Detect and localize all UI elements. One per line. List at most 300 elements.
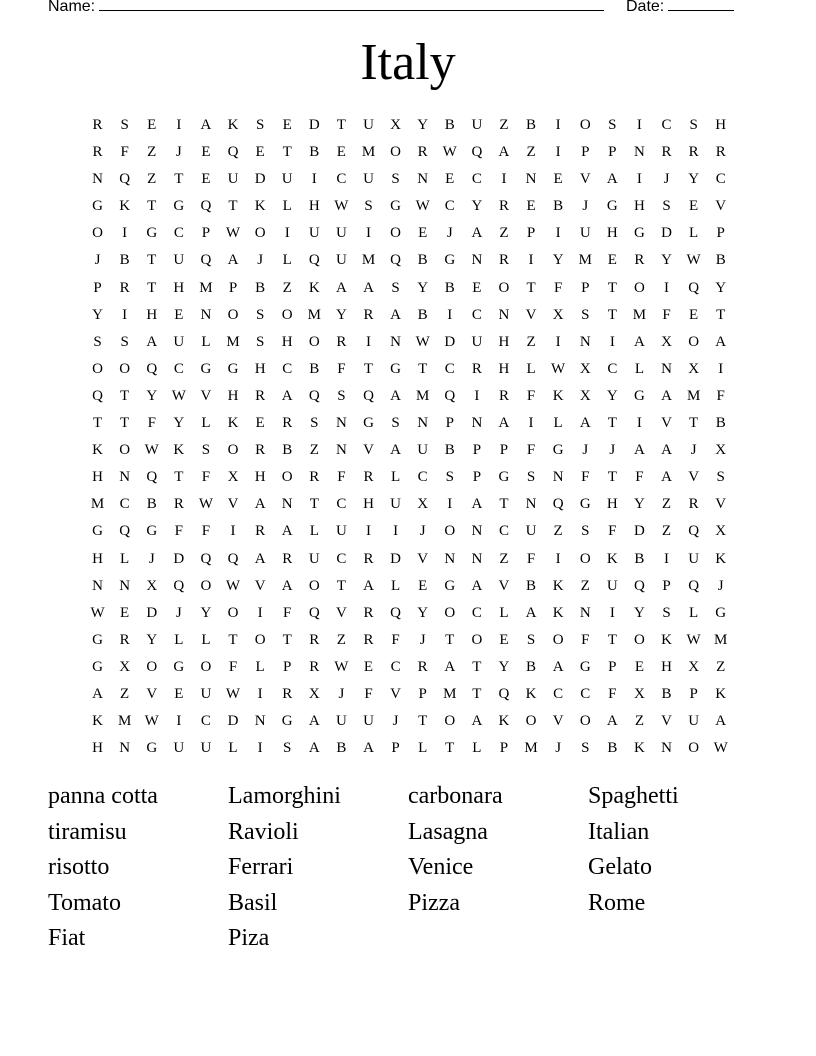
grid-letter: Z [634,713,644,730]
grid-letter: H [661,658,672,675]
grid-letter: T [282,144,292,161]
grid-letter: R [119,279,130,296]
grid-letter: Z [147,144,157,161]
grid-letter: W [198,496,213,513]
grid-letter: V [200,387,212,404]
grid-letter: U [363,171,374,188]
grid-letter: N [254,713,266,730]
grid-letter: Y [92,306,103,323]
grid-letter: R [282,415,293,432]
grid-letter: T [445,631,455,648]
grid-letter: X [688,360,700,377]
grid-letter: Q [498,685,510,702]
grid-letter: G [363,415,374,432]
word-list-item: Spaghetti [588,783,679,809]
grid-letter: G [634,225,645,242]
grid-letter: U [471,117,483,133]
grid-letter: X [227,469,239,486]
grid-letter: O [227,306,239,323]
grid-letter: I [718,360,724,377]
grid-letter: T [92,415,103,432]
grid-letter: V [579,171,591,188]
grid-letter: N [471,523,483,540]
grid-letter: G [92,523,103,540]
grid-letter: O [308,333,320,350]
grid-letter: J [609,442,616,459]
grid-letter: E [255,144,265,161]
grid-letter: V [661,415,672,432]
grid-letter: S [120,117,129,133]
grid-letter: H [606,225,618,242]
grid-letter: S [120,333,129,350]
grid-letter: A [471,577,483,594]
grid-letter: U [173,333,185,350]
grid-letter: T [336,577,346,594]
grid-letter: M [524,740,538,757]
grid-letter: G [92,658,103,675]
grid-letter: Q [363,387,374,404]
grid-letter: F [120,144,129,161]
grid-letter: N [552,469,564,486]
grid-letter: G [92,631,103,648]
grid-letter: I [311,171,317,188]
grid-letter: I [555,333,561,350]
grid-letter: T [120,387,130,404]
grid-letter: O [471,631,483,648]
grid-letter: A [471,713,483,730]
grid-letter: R [309,631,320,648]
grid-letter: V [715,198,727,215]
grid-letter: J [582,442,589,459]
grid-letter: V [688,469,700,486]
word-list [48,781,768,959]
grid-letter: T [174,171,184,188]
grid-letter: A [254,496,266,513]
grid-letter: T [716,306,726,323]
grid-letter: M [226,333,240,350]
grid-letter: N [444,550,456,567]
word-list-item: Piza [228,925,270,952]
grid-letter: I [636,415,642,432]
grid-letter: R [282,550,293,567]
grid-letter: J [175,144,182,161]
grid-letter: S [526,631,536,648]
grid-letter: H [308,198,320,215]
grid-letter: O [525,713,537,730]
name-field[interactable] [99,0,604,11]
grid-letter: Q [119,523,131,540]
grid-letter: R [255,442,266,459]
grid-letter: N [579,333,591,350]
grid-letter: I [555,550,561,567]
grid-letter: G [200,360,212,377]
grid-letter: E [363,658,374,675]
grid-letter: T [607,279,617,296]
grid-letter: F [553,279,563,296]
grid-letter: N [634,144,645,161]
word-list-item: Pizza [408,889,460,916]
grid-letter: A [390,442,401,459]
grid-letter: E [526,198,536,215]
grid-letter: N [281,496,293,513]
grid-letter: A [200,117,212,133]
grid-letter: B [715,252,726,269]
grid-letter: U [688,550,700,567]
grid-letter: E [445,171,455,188]
grid-letter: G [552,442,564,459]
word-list-item: Fiat [48,925,86,952]
word-list-item: tiramisu [48,818,127,845]
grid-letter: R [417,144,428,161]
grid-letter: Z [120,685,130,702]
grid-letter: P [93,279,102,296]
grid-letter: E [282,117,292,133]
grid-letter: D [254,171,266,188]
grid-letter: X [715,523,727,540]
grid-letter: E [201,171,211,188]
grid-letter: H [715,117,727,133]
grid-letter: G [146,225,158,242]
grid-letter: X [715,442,727,459]
grid-letter: Y [715,279,727,296]
grid-letter: S [391,171,400,188]
grid-letter: A [308,713,320,730]
grid-letter: P [608,658,617,675]
grid-letter: D [390,550,401,567]
grid-letter: X [119,658,131,675]
grid-letter: W [225,577,241,594]
grid-letter: A [525,604,537,621]
grid-letter: Z [716,658,726,675]
grid-letter: Y [552,252,564,269]
grid-letter: S [255,117,265,133]
grid-letter: C [336,171,347,188]
grid-letter: A [390,306,401,323]
grid-letter: L [201,415,211,432]
grid-letter: Q [688,279,700,296]
grid-letter: R [92,117,103,133]
grid-letter: I [447,306,453,323]
grid-letter: G [146,523,158,540]
grid-letter: G [390,360,401,377]
grid-letter: F [283,604,292,621]
grid-letter: Q [444,387,456,404]
grid-letter: W [334,658,349,675]
grid-letter: N [335,442,347,459]
grid-letter: Z [499,550,509,567]
grid-letter: W [415,333,430,350]
grid-letter: Q [173,577,185,594]
grid-letter: W [686,252,701,269]
grid-letter: I [664,279,670,296]
grid-letter: R [363,604,374,621]
grid-letter: N [498,306,510,323]
grid-letter: A [579,415,591,432]
grid-letter: N [471,252,483,269]
grid-letter: D [634,523,645,540]
grid-letter: O [92,225,103,242]
grid-letter: S [662,604,671,621]
grid-letter: J [663,171,670,188]
grid-letter: H [254,469,266,486]
grid-letter: S [255,333,265,350]
grid-letter: L [390,577,401,594]
grid-letter: X [688,658,700,675]
grid-letter: F [201,469,211,486]
grid-letter: I [176,117,182,133]
grid-letter: I [284,225,290,242]
grid-letter: K [552,577,564,594]
grid-letter: Q [471,144,483,161]
grid-letter: B [444,279,455,296]
grid-letter: R [715,144,726,161]
grid-letter: X [579,387,591,404]
grid-letter: N [579,604,591,621]
grid-letter: V [525,306,537,323]
grid-letter: J [148,550,155,567]
grid-letter: B [526,577,537,594]
grid-letter: G [444,252,456,269]
grid-letter: R [498,198,509,215]
grid-letter: S [255,306,265,323]
grid-letter: O [92,360,103,377]
grid-letter: O [579,550,591,567]
grid-letter: O [634,631,645,648]
grid-letter: Q [688,577,700,594]
grid-letter: R [363,306,374,323]
grid-letter: T [418,713,428,730]
grid-letter: Q [390,252,401,269]
grid-letter: U [579,225,591,242]
grid-letter: C [471,604,482,621]
grid-letter: M [416,387,430,404]
grid-letter: L [689,225,699,242]
grid-letter: C [390,658,401,675]
grid-letter: B [715,415,726,432]
grid-letter: A [498,144,510,161]
grid-letter: O [444,523,456,540]
grid-letter: P [283,658,292,675]
grid-letter: R [471,360,482,377]
grid-letter: L [174,631,184,648]
grid-letter: Y [146,387,158,404]
grid-letter: X [390,117,401,133]
grid-letter: I [257,740,263,757]
grid-letter: O [119,360,131,377]
grid-letter: K [661,631,672,648]
grid-letter: E [499,631,509,648]
grid-letter: E [255,415,265,432]
grid-letter: D [308,117,320,133]
grid-letter: A [661,469,672,486]
grid-letter: R [688,144,699,161]
grid-letter: Y [200,604,212,621]
grid-letter: T [526,279,536,296]
grid-letter: P [662,577,671,594]
grid-letter: Z [661,496,672,513]
grid-letter: E [607,252,617,269]
word-list-item: Ferrari [228,854,294,881]
grid-letter: Z [147,171,157,188]
grid-letter: B [634,550,645,567]
grid-letter: N [417,171,429,188]
grid-letter: T [282,631,292,648]
grid-letter: B [526,117,537,133]
grid-letter: H [606,496,618,513]
grid-letter: W [90,604,105,621]
grid-letter: F [635,469,644,486]
grid-letter: H [634,198,645,215]
grid-letter: F [608,523,617,540]
grid-letter: R [173,496,184,513]
grid-letter: I [393,523,399,540]
grid-letter: L [390,469,401,486]
grid-letter: I [365,523,371,540]
grid-letter: O [119,442,131,459]
grid-letter: G [579,496,591,513]
grid-letter: J [690,442,697,459]
grid-letter: U [200,740,212,757]
grid-letter: N [119,469,131,486]
grid-letter: S [689,117,698,133]
grid-letter: R [417,658,428,675]
grid-letter: H [92,740,103,757]
grid-letter: N [661,360,672,377]
grid-letter: T [120,415,130,432]
grid-letter: I [176,713,182,730]
grid-letter: E [147,117,157,133]
grid-letter: J [419,631,426,648]
date-field[interactable] [668,0,734,11]
grid-letter: R [309,658,320,675]
grid-letter: D [661,225,672,242]
grid-letter: N [417,415,429,432]
grid-letter: G [146,740,158,757]
grid-letter: I [474,387,480,404]
word-list-item: panna cotta [48,783,158,809]
grid-letter: W [171,387,186,404]
grid-letter: U [200,685,212,702]
grid-letter: X [146,577,158,594]
grid-letter: Q [308,252,320,269]
grid-letter: B [417,306,428,323]
grid-letter: Y [417,279,429,296]
grid-letter: O [552,631,564,648]
grid-letter: K [715,550,727,567]
grid-letter: A [471,225,483,242]
grid-letter: H [92,550,103,567]
grid-letter: T [147,252,157,269]
grid-letter: F [581,631,590,648]
grid-letter: N [200,306,212,323]
grid-letter: O [254,225,266,242]
grid-letter: V [417,550,429,567]
grid-letter: I [555,144,561,161]
grid-letter: S [201,442,211,459]
grid-letter: U [335,252,347,269]
grid-letter: C [336,550,347,567]
grid-letter: E [634,658,644,675]
grid-letter: E [689,306,699,323]
grid-letter: P [581,279,590,296]
grid-letter: I [122,225,128,242]
grid-letter: S [526,469,536,486]
grid-letter: Z [309,442,319,459]
grid-letter: O [200,577,212,594]
grid-letter: T [445,740,455,757]
grid-letter: Q [308,604,320,621]
grid-letter: G [444,577,456,594]
grid-letter: E [336,144,346,161]
grid-letter: Z [499,117,509,133]
grid-letter: Z [526,144,536,161]
grid-letter: I [365,333,371,350]
grid-letter: G [606,198,618,215]
grid-letter: K [227,117,239,133]
grid-letter: W [144,442,159,459]
grid-letter: R [92,144,103,161]
grid-letter: J [582,198,589,215]
grid-letter: U [335,713,347,730]
grid-letter: T [418,360,428,377]
grid-letter: B [553,198,564,215]
grid-letter: M [714,631,728,648]
grid-letter: O [390,225,401,242]
grid-letter: N [661,740,672,757]
grid-letter: A [552,658,564,675]
grid-letter: T [363,360,374,377]
grid-letter: M [199,279,213,296]
grid-letter: M [361,252,376,269]
grid-letter: R [363,631,374,648]
grid-letter: H [498,333,510,350]
grid-letter: U [281,171,293,188]
grid-letter: N [92,577,103,594]
grid-letter: O [308,577,320,594]
grid-letter: B [661,685,672,702]
grid-letter: Y [146,631,158,648]
grid-letter: S [716,469,725,486]
grid-letter: X [552,306,564,323]
grid-letter: L [472,740,482,757]
grid-letter: O [146,658,158,675]
grid-letter: B [282,442,293,459]
grid-letter: U [173,252,185,269]
grid-letter: L [255,658,265,675]
grid-letter: E [418,225,428,242]
grid-letter: B [417,252,428,269]
word-search-grid [84,112,734,762]
grid-letter: Q [146,469,158,486]
grid-letter: T [174,469,184,486]
grid-letter: K [254,198,266,215]
grid-letter: H [227,387,239,404]
grid-letter: U [417,442,429,459]
grid-letter: C [580,685,591,702]
grid-letter: C [471,171,482,188]
grid-letter: K [525,685,537,702]
grid-letter: B [146,496,157,513]
grid-letter: O [281,306,293,323]
grid-letter: I [230,523,236,540]
grid-letter: H [363,496,374,513]
grid-letter: F [337,360,346,377]
grid-letter: W [225,685,241,702]
grid-letter: E [689,198,699,215]
grid-letter: Y [634,496,645,513]
grid-letter: E [472,279,482,296]
grid-letter: P [201,225,211,242]
